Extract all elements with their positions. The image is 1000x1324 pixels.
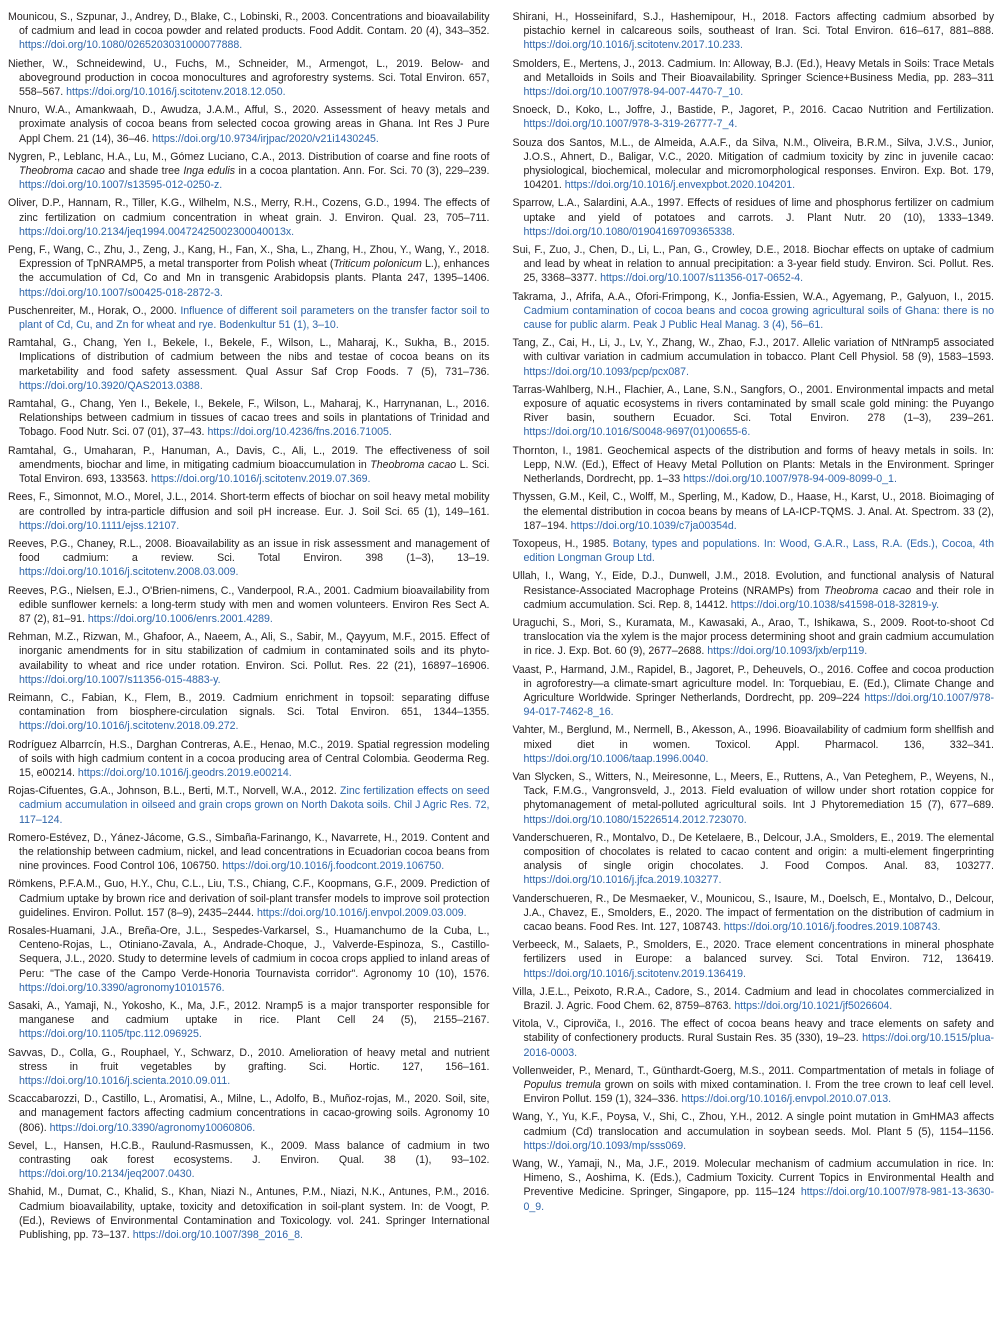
- reference-link[interactable]: https://doi.org/10.1016/j.scitotenv.2019.136419.: [523, 967, 746, 980]
- reference-text: in a cocoa plantation. Ann. For. Sci. 70 (3), 229–239.: [235, 165, 490, 178]
- reference-text: Romero-Estévez, D., Yánez-Jácome, G.S., Simbaña-Farinango, K., Navarrete, H., 2019. Content and the relationship between cadmium, nickel, and lead concentrations in Ecuadorian cocoa beans from nine provinces. Food Control 106, 106750.: [8, 831, 490, 873]
- species-name: Theobroma cacao: [370, 458, 457, 471]
- reference-text: Vaast, P., Harmand, J.M., Rapidel, B., Jagoret, P., Deheuvels, O., 2016. Coffee and cocoa production in agroforestry—a climate-smart agriculture model. In: Torquebiau, E. (Ed.), Climate Change and Agriculture Worldwide. Springer Netherlands, Dordrecht, pp. 209–224: [512, 663, 994, 704]
- reference-entry: [8, 444, 490, 487]
- reference-link[interactable]: https://doi.org/10.3390/agronomy10101576.: [19, 981, 225, 994]
- reference-text: Sevel, L., Hansen, H.C.B., Raulund-Rasmussen, K., 2009. Mass balance of cadmium in two contrasting oak forest ecosystems. J. Environ. Qual. 38 (1), 93–102.: [8, 1139, 490, 1167]
- reference-link[interactable]: https://doi.org/10.1016/j.scitotenv.2018.09.272.: [19, 720, 239, 733]
- reference-text: Niether, W., Schneidewind, U., Fuchs, M., Schneider, M., Armengot, L., 2019. Below- and aboveground production in cocoa monocultures and agroforestry systems. Sci. Total Environ. 657, 558–567.: [8, 57, 490, 99]
- reference-link[interactable]: https://doi.org/10.1515/plua-2016-0003.: [523, 1032, 994, 1059]
- reference-entry: [513, 444, 995, 487]
- reference-link[interactable]: https://doi.org/10.9734/irjpac/2020/v21i1430245.: [152, 132, 379, 145]
- reference-entry: [8, 243, 490, 300]
- reference-link[interactable]: Cadmium contamination of cocoa beans and cocoa growing agricultural soils of Ghana: there is no cause for public alarm. Peak J Public Heal Manag. 3 (4), 56–61.: [523, 304, 994, 332]
- reference-entry: [8, 490, 490, 533]
- reference-link[interactable]: https://doi.org/10.1016/j.scitotenv.2018.12.050.: [66, 86, 286, 99]
- reference-entry: [8, 691, 490, 734]
- reference-link[interactable]: Influence of different soil parameters on the transfer factor soil to plant of Cd, Cu, and Zn for wheat and rye. Bodenkultur 51 (1), 3–10.: [19, 304, 490, 332]
- reference-entry: [513, 243, 995, 286]
- reference-link[interactable]: https://doi.org/10.1007/s11356-017-0652-4.: [600, 272, 804, 285]
- reference-entry: [8, 57, 490, 100]
- reference-text: Oliver, D.P., Hannam, R., Tiller, K.G., Wilhelm, N.S., Merry, R.H., Cozens, G.D., 1994. The effects of zinc fertilization on cadmium concentration in wheat grain. J. Environ. Qual. 23, 705–711.: [8, 197, 490, 224]
- reference-text: Tang, Z., Cai, H., Li, J., Lv, Y., Zhang, W., Zhao, F.J., 2017. Allelic variation of NtNramp5 associated with cultivar variation in cadmium accumulation in tobacco. Plant Cell Physiol. 58 (9), 1583–1593.: [512, 337, 994, 364]
- reference-text: Puschenreiter, M., Horak, O., 2000.: [8, 304, 181, 317]
- reference-entry: [513, 537, 995, 565]
- reference-link[interactable]: https://doi.org/10.3920/QAS2013.0388.: [19, 379, 203, 392]
- reference-entry: [513, 1064, 995, 1107]
- reference-link[interactable]: https://doi.org/10.1016/j.scitotenv.2017.10.233.: [523, 39, 743, 52]
- reference-text: L.), enhances the accumulation of Cd, Co and Mn in transgenic Arabidopsis plants. Planta 247, 1395–1406.: [19, 258, 490, 285]
- species-name: Triticum polonicum: [333, 258, 422, 271]
- reference-text: Vanderschueren, R., De Mesmaeker, V., Mounicou, S., Isaure, M., Doelsch, E., Montalvo, D., Delcour, J.A., Chavez, E., Smolders, E., 2020. The impact of fermentation on the distribution of cadmium in cacao beans. Food Res. Int. 127, 108743.: [512, 892, 994, 933]
- reference-entry: [513, 290, 995, 333]
- reference-text: Thyssen, G.M., Keil, C., Wolff, M., Sperling, M., Kadow, D., Haase, H., Karst, U., 2018. Bioimaging of the elemental distribution in cocoa beans by means of LA-ICP-TQMS. J. Anal. At. Spectrom. 33 (2), 187–194.: [512, 491, 994, 532]
- reference-entry: [513, 938, 995, 981]
- reference-text: Rees, F., Simonnot, M.O., Morel, J.L., 2014. Short-term effects of biochar on soil heavy metal mobility are controlled by intra-particle diffusion and soil pH increase. Eur. J. Soil Sci. 65 (1), 149–161.: [8, 491, 490, 518]
- reference-link[interactable]: https://doi.org/10.1007/s11356-015-4883-y.: [19, 673, 221, 686]
- reference-text: Rosales-Huamani, J.A., Breña-Ore, J.L., Sespedes-Varkarsel, S., Huamanchumo de la Cuba, L., Centeno-Rojas, L., Otiniano-Zavala, A., Andrade-Choque, J., Valverde-Espinoza, S., Castillo-Sequera, J.L., 2020. Study to determine levels of cadmium in cocoa crops applied to inland areas of Peru: "The case of the Campo Verde-Honoria Tournavista corridor". Agronomy 10 (10), 1576.: [8, 924, 490, 980]
- reference-link[interactable]: https://doi.org/10.4236/fns.2016.71005.: [207, 426, 392, 439]
- reference-entry: [513, 1017, 995, 1060]
- left-column: [8, 10, 490, 1324]
- reference-link[interactable]: https://doi.org/10.1016/j.geodrs.2019.e00214.: [77, 766, 292, 779]
- reference-link[interactable]: https://doi.org/10.1007/978-94-009-8099-0_1.: [683, 473, 897, 486]
- reference-entry: [8, 877, 490, 920]
- reference-link[interactable]: https://doi.org/10.1016/j.envpol.2010.07.013.: [681, 1093, 892, 1106]
- reference-text: Villa, J.E.L., Peixoto, R.R.A., Cadore, S., 2014. Cadmium and lead in chocolates commercialized in Brazil. J. Agric. Food Chem. 62, 8759–8763.: [512, 985, 994, 1012]
- reference-link[interactable]: https://doi.org/10.1006/taap.1996.0040.: [523, 752, 709, 765]
- reference-entry: [513, 57, 995, 100]
- reference-text: Souza dos Santos, M.L., de Almeida, A.A.F., da Silva, N.M., Oliveira, B.R.M., Silva, J.V.S., Junior, J.O.S., Ahnert, D., Baligar, V.C., 2020. Mitigation of cadmium toxicity by zinc in juvenile cacao: physiological, biochemical, molecular and micromorphological responses. Environ. Exp. Bot. 179, 104201.: [512, 136, 994, 192]
- reference-link[interactable]: https://doi.org/10.1016/j.scitotenv.2008.03.009.: [19, 566, 239, 579]
- reference-entry: [8, 304, 490, 332]
- reference-text: Ramtahal, G., Chang, Yen I., Bekele, I., Bekele, F., Wilson, L., Maharaj, K., Harrynanan, L., 2016. Relationships between cadmium in tissues of cacao trees and soils in plantations of Trinidad and Tobago. Food Nutr. Sci. 07 (01), 37–43.: [8, 398, 490, 439]
- reference-text: Vitola, V., Ciproviča, I., 2016. The effect of cocoa beans heavy and trace elements on safety and stability of confectionery products. Rural Sustain Res. 35 (330), 19–23.: [512, 1018, 994, 1045]
- reference-link[interactable]: https://doi.org/10.1093/jxb/erp119.: [707, 645, 868, 658]
- reference-text: Shahid, M., Dumat, C., Khalid, S., Khan, Niazi N., Antunes, P.M., Niazi, N.K., Antunes, P.M., 2016. Cadmium bioavailability, uptake, toxicity and detoxification in soil-plant system. In: de Voogt, P. (Ed.), Reviews of Environmental Contamination and Toxicology. vol. 241. Springer International Publishing, pp. 73–137.: [8, 1186, 490, 1242]
- reference-entry: [8, 397, 490, 440]
- reference-entry: [513, 892, 995, 935]
- reference-entry: [8, 999, 490, 1042]
- reference-entry: [513, 723, 995, 766]
- reference-link[interactable]: https://doi.org/10.1016/j.foodres.2019.108743.: [723, 920, 941, 933]
- reference-text: Scaccabarozzi, D., Castillo, L., Aromatisi, A., Milne, L., Adolfo, B., Muñoz-rojas, M., 2020. Soil, site, and management factors affecting cadmium concentrations in cacao-growing soils. Agronomy 10 (806).: [8, 1093, 490, 1134]
- reference-text: Mounicou, S., Szpunar, J., Andrey, D., Blake, C., Lobinski, R., 2003. Concentrations and bioavailability of cadmium and lead in cocoa powder and related products. Food Addit. Contam. 20 (4), 343–352.: [8, 11, 490, 38]
- reference-entry: [513, 1157, 995, 1214]
- reference-text: Vahter, M., Berglund, M., Nermell, B., Akesson, A., 1996. Bioavailability of cadmium form shellfish and mixed diet in women. Toxicol. Appl. Pharmacol. 136, 332–341.: [512, 724, 994, 751]
- reference-text: Wang, W., Yamaji, N., Ma, J.F., 2019. Molecular mechanism of cadmium accumulation in rice. In: Himeno, S., Aoshima, K. (Eds.), Cadmium Toxicity. Current Topics in Environmental Health and Preventive Medicine. Springer, Singapore, pp. 115–124: [512, 1158, 994, 1199]
- reference-text: Ullah, I., Wang, Y., Eide, D.J., Dunwell, J.M., 2018. Evolution, and functional analysis of Natural Resistance-Associated Macrophage Proteins (NRAMPs) from: [512, 570, 994, 597]
- reference-text: Reimann, C., Fabian, K., Flem, B., 2019. Cadmium enrichment in topsoil: separating diffuse contamination from biosphere-circulation signals. Sci. Total Environ. 651, 1344–1355.: [8, 691, 490, 719]
- reference-text: Thornton, I., 1981. Geochemical aspects of the distribution and forms of heavy metals in soils. In: Lepp, N.W. (Ed.), Effect of Heavy Metal Pollution on Plants: Metals in the Environment. Springer Netherlands, Dordrecht, pp. 1–33: [512, 444, 994, 486]
- reference-text: Snoeck, D., Koko, L., Joffre, J., Bastide, P., Jagoret, P., 2016. Cacao Nutrition and Fertilization.: [512, 104, 994, 117]
- reference-link[interactable]: https://doi.org/10.1039/c7ja00354d.: [570, 519, 737, 532]
- reference-text: Rodríguez Albarrcín, H.S., Darghan Contreras, A.E., Henao, M.C., 2019. Spatial regression modeling of soils with high cadmium content in a cocoa producing area of Central Colombia. Geoderma Reg. 15, e00214.: [8, 738, 490, 779]
- reference-text: Wang, Y., Yu, K.F., Poysa, V., Shi, C., Zhou, Y.H., 2012. A single point mutation in GmHMA3 affects cadmium (Cd) translocation and accumulation in soybean seeds. Mol. Plant 5 (5), 1154–1156.: [512, 1111, 994, 1138]
- reference-link[interactable]: https://doi.org/10.1016/j.scienta.2010.09.011.: [19, 1075, 231, 1088]
- reference-link[interactable]: https://doi.org/10.1006/enrs.2001.4289.: [87, 612, 273, 625]
- reference-text: Smolders, E., Mertens, J., 2013. Cadmium. In: Alloway, B.J. (Ed.), Heavy Metals in Soils: Trace Metals and Metalloids in Soils and Their Bioavailability. Springer Science+Business Media, pp. 283–311: [512, 57, 994, 84]
- reference-entry: [8, 784, 490, 827]
- reference-link[interactable]: https://doi.org/10.1007/978-94-017-7462-8_16.: [523, 691, 994, 719]
- reference-entry: [8, 1139, 490, 1182]
- reference-entry: [8, 336, 490, 393]
- reference-link[interactable]: Botany, types and populations. In: Wood, G.A.R., Lass, R.A. (Eds.), Cocoa, 4th edition Longman Group Ltd.: [523, 537, 994, 565]
- reference-entry: [513, 831, 995, 888]
- reference-entry: [513, 985, 995, 1013]
- reference-link[interactable]: https://doi.org/10.2134/jeq1994.00472425002300040013x.: [19, 225, 295, 238]
- reference-entry: [8, 831, 490, 874]
- reference-entry: [8, 1046, 490, 1089]
- reference-entry: [513, 383, 995, 440]
- reference-entry: [513, 770, 995, 827]
- reference-text: Römkens, P.F.A.M., Guo, H.Y., Chu, C.L., Liu, T.S., Chiang, C.F., Koopmans, G.F., 2009. Prediction of Cadmium uptake by brown rice and derivation of soil-plant transfer models to improve soil protection guidelines. Environ. Pollut. 157 (8–9), 2435–2444.: [8, 878, 490, 919]
- reference-link[interactable]: https://doi.org/10.1093/pcp/pcx087.: [523, 365, 689, 378]
- reference-entry: [8, 103, 490, 146]
- reference-text: Rehman, M.Z., Rizwan, M., Ghafoor, A., Naeem, A., Ali, S., Sabir, M., Qayyum, M.F., 2015. Effect of inorganic amendments for in situ stabilization of cadmium in contaminated soils and its phyto-availability to wheat and rice under rotation. Environ. Sci. Pollut. Res. 22 (21), 16897–16906.: [8, 631, 490, 672]
- reference-text: Ramtahal, G., Chang, Yen I., Bekele, I., Bekele, F., Wilson, L., Maharaj, K., Sukha, B., 2015. Implications of distribution of cadmium between the nibs and testae of cocoa beans on its marketability and food safety assessment. Qual Assur Saf Crop Foods. 7 (5), 731–736.: [8, 337, 490, 378]
- reference-text: Ramtahal, G., Umaharan, P., Hanuman, A., Davis, C., Ali, L., 2019. The effectiveness of soil amendments, biochar and lime, in mitigating cadmium bioaccumulation in: [8, 444, 490, 471]
- reference-link[interactable]: https://doi.org/10.1016/S0048-9697(01)00655-6.: [523, 426, 751, 439]
- species-name: Theobroma cacao: [19, 165, 105, 178]
- reference-link[interactable]: https://doi.org/10.1016/j.envexpbot.2020.104201.: [564, 179, 796, 192]
- reference-link[interactable]: https://doi.org/10.2134/jeq2007.0430.: [19, 1168, 195, 1181]
- reference-entry: [8, 584, 490, 627]
- species-name: Theobroma cacao: [824, 584, 912, 597]
- reference-text: Verbeeck, M., Salaets, P., Smolders, E., 2020. Trace element concentrations in mineral phosphate fertilizers used in Europe: a balanced survey. Sci. Total Environ. 712, 136419.: [512, 939, 994, 966]
- reference-text: Nygren, P., Leblanc, H.A., Lu, M., Gómez Luciano, C.A., 2013. Distribution of coarse and fine roots of: [8, 150, 490, 163]
- reference-link[interactable]: https://doi.org/10.1007/978-981-13-3630-0_9.: [523, 1186, 994, 1213]
- reference-link[interactable]: https://doi.org/10.1007/978-3-319-26777-7_4.: [523, 118, 738, 131]
- reference-link[interactable]: https://doi.org/10.1111/ejss.12107.: [19, 519, 180, 532]
- reference-entry: [513, 10, 995, 53]
- reference-link[interactable]: https://doi.org/10.1007/s00425-018-2872-3.: [19, 286, 223, 299]
- reference-entry: [8, 537, 490, 580]
- right-column: [513, 10, 995, 1324]
- reference-entry: [8, 738, 490, 781]
- reference-entry: [8, 1185, 490, 1242]
- reference-text: Takrama, J., Afrifa, A.A., Ofori-Frimpong, K., Jonfia-Essien, W.A., Agyemang, P., Galyuon, I., 2015.: [512, 290, 994, 303]
- reference-link[interactable]: https://doi.org/10.1093/mp/sss069.: [523, 1139, 687, 1152]
- reference-entry: [513, 136, 995, 193]
- reference-text: Nnuro, W.A., Amankwaah, D., Awudza, J.A.M., Afful, S., 2020. Assessment of heavy metals and proximate analysis of cocoa beans from selected cocoa growing areas in Ghana. Int Res J Pure Appl Chem. 21 (14), 36–46.: [8, 104, 490, 145]
- reference-link[interactable]: https://doi.org/10.1080/01904169709365338.: [523, 225, 735, 238]
- reference-text: Reeves, P.G., Nielsen, E.J., O'Brien-nimens, C., Vanderpool, R.A., 2001. Cadmium bioavailability from edible sunflower kernels: a long-term study with men and women volunteers. Environ Res Sect A. 87 (2), 81–91.: [8, 584, 490, 625]
- reference-text: Sasaki, A., Yamaji, N., Yokosho, K., Ma, J.F., 2012. Nramp5 is a major transporter responsible for manganese and cadmium uptake in rice. Plant Cell 24 (5), 2155–2167.: [8, 1000, 490, 1027]
- reference-text: Vanderschueren, R., Montalvo, D., De Ketelaere, B., Delcour, J.A., Smolders, E., 2019. The elemental composition of chocolates is related to cacao content and origin: a multi-element fingerprinting analysis of single origin chocolates. J. Food Compos. Anal. 83, 103277.: [512, 831, 994, 873]
- reference-entry: [513, 196, 995, 239]
- reference-entry: [513, 1110, 995, 1153]
- species-name: Populus tremula: [523, 1079, 601, 1092]
- reference-entry: [513, 490, 995, 533]
- reference-link[interactable]: Zinc fertilization effects on seed cadmium accumulation in oilseed and grain crops grown on North Dakota soils. Chil J Agric Res. 72, 117–124.: [19, 785, 490, 826]
- reference-text: Tarras-Wahlberg, N.H., Flachier, A., Lane, S.N., Sangfors, O., 2001. Environmental impacts and metal exposure of aquatic ecosystems in rivers contaminated by small scale gold mining: the Puyango River basin, southern Ecuador. Sci. Total Environ. 278 (1–3), 239–261.: [512, 383, 994, 425]
- reference-link[interactable]: https://doi.org/10.1016/j.foodcont.2019.106750.: [222, 860, 445, 873]
- reference-link[interactable]: https://doi.org/10.1080/15226514.2012.723070.: [523, 813, 747, 826]
- reference-entry: [513, 336, 995, 379]
- reference-text: Reeves, P.G., Chaney, R.L., 2008. Bioavailability as an issue in risk assessment and management of food cadmium: a review. Sci. Total Environ. 398 (1–3), 13–19.: [8, 537, 490, 565]
- reference-text: Toxopeus, H., 1985.: [512, 537, 613, 550]
- reference-link[interactable]: https://doi.org/10.1080/0265203031000077888.: [19, 39, 243, 52]
- reference-entry: [513, 663, 995, 720]
- reference-link[interactable]: https://doi.org/10.1016/j.envpol.2009.03.009.: [256, 906, 467, 919]
- reference-entry: [8, 1092, 490, 1135]
- reference-entry: [8, 196, 490, 239]
- reference-link[interactable]: https://doi.org/10.1007/398_2016_8.: [132, 1229, 303, 1242]
- reference-entry: [513, 569, 995, 612]
- reference-text: and shade tree: [104, 165, 184, 178]
- reference-link[interactable]: https://doi.org/10.1016/j.jfca.2019.103277.: [523, 874, 722, 887]
- reference-link[interactable]: https://doi.org/10.1038/s41598-018-32819-y.: [730, 598, 940, 611]
- reference-text: Uraguchi, S., Mori, S., Kuramata, M., Kawasaki, A., Arao, T., Ishikawa, S., 2009. Root-to-shoot Cd translocation via the xylem is the major process determining shoot and grain cadmium accumulation in rice. J. Exp. Bot. 60 (9), 2677–2688.: [512, 616, 994, 658]
- reference-text: and their role in cadmium accumulation. Sci. Rep. 8, 14412.: [523, 584, 994, 611]
- reference-link[interactable]: https://doi.org/10.1016/j.scitotenv.2019.07.369.: [150, 473, 371, 486]
- reference-text: L. Sci. Total Environ. 693, 133563.: [19, 458, 490, 486]
- reference-link[interactable]: https://doi.org/10.1007/s13595-012-0250-z.: [19, 179, 223, 192]
- species-name: Inga edulis: [183, 165, 236, 178]
- reference-entry: [8, 150, 490, 193]
- reference-text: Savvas, D., Colla, G., Rouphael, Y., Schwarz, D., 2010. Amelioration of heavy metal and nutrient stress in fruit vegetables by grafting. Sci. Hortic. 127, 156–161.: [8, 1046, 490, 1073]
- reference-link[interactable]: https://doi.org/10.1007/978-94-007-4470-7_10.: [523, 86, 744, 99]
- reference-text: grown on soils with mixed contamination. I. From the tree crown to leaf cell level. Environ Pollut. 159 (1), 324–336.: [523, 1079, 994, 1106]
- reference-link[interactable]: https://doi.org/10.3390/agronomy10060806.: [49, 1121, 256, 1134]
- reference-entry: [8, 924, 490, 995]
- reference-entry: [513, 103, 995, 131]
- reference-text: Shirani, H., Hosseinifard, S.J., Hashemipour, H., 2018. Factors affecting cadmium absorbed by pistachio kernel in calcareous soils, southeast of Iran. Sci. Total Environ. 616–617, 881–888.: [512, 11, 994, 38]
- reference-entry: [8, 10, 490, 53]
- reference-link[interactable]: https://doi.org/10.1021/jf5026604.: [734, 1000, 893, 1012]
- reference-text: Sparrow, L.A., Salardini, A.A., 1997. Effects of residues of lime and phosphorus fertilizer on cadmium uptake and yield of potatoes and carrots. J. Plant Nutr. 20 (10), 1333–1349.: [512, 197, 994, 224]
- reference-link[interactable]: https://doi.org/10.1105/tpc.112.096925.: [19, 1028, 202, 1041]
- reference-text: Vollenweider, P., Menard, T., Günthardt-Goerg, M.S., 2011. Compartmentation of metals in foliage of: [512, 1064, 994, 1077]
- reference-text: Van Slycken, S., Witters, N., Meiresonne, L., Meers, E., Ruttens, A., Van Peteghem, P., Weyens, N., Tack, F.M.G., Vangronsveld, J., 2013. Field evaluation of willow under short rotation coppice for phytomanagement of metal-polluted agricultural soils. Int J Phytoremediation 15 (7), 677–689.: [512, 770, 994, 812]
- reference-text: Sui, F., Zuo, J., Chen, D., Li, L., Pan, G., Crowley, D.E., 2018. Biochar effects on uptake of cadmium and lead by wheat in relation to annual precipitation: a 3-year field study. Environ. Sci. Pollut. Res. 25, 3368–3377.: [512, 244, 994, 285]
- reference-text: Rojas-Cifuentes, G.A., Johnson, B.L., Berti, M.T., Norvell, W.A., 2012.: [8, 785, 341, 798]
- reference-text: Peng, F., Wang, C., Zhu, J., Zeng, J., Kang, H., Fan, X., Sha, L., Zhang, H., Zhou, Y., Wang, Y., 2018. Expression of TpNRAMP5, a metal transporter from Polish wheat (: [8, 244, 490, 271]
- reference-entry: [8, 630, 490, 687]
- reference-entry: [513, 616, 995, 659]
